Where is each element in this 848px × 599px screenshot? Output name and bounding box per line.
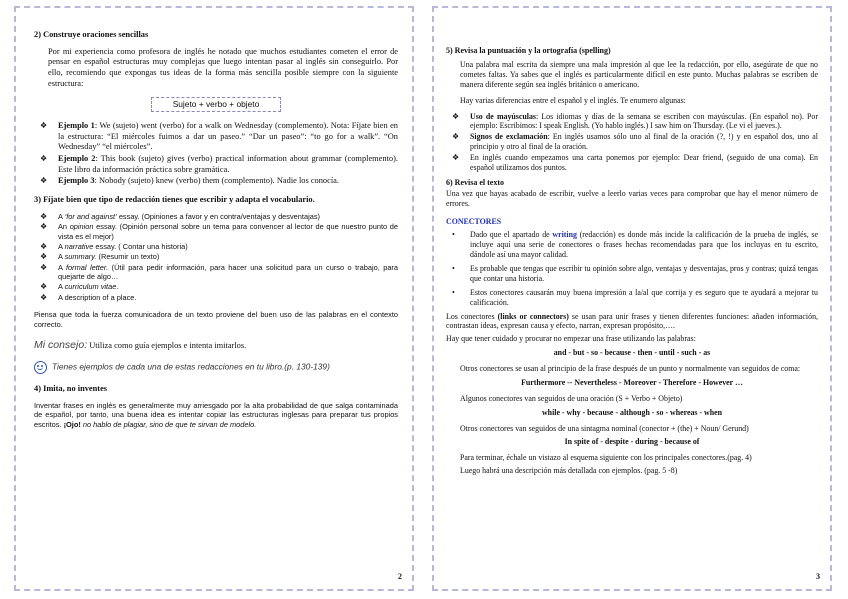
essay-types-list [34, 212, 398, 303]
page-left [14, 6, 414, 591]
diamond-bullet-icon: ❖ [452, 153, 460, 162]
diamond-bullet-icon: ❖ [40, 292, 48, 302]
page-number: 2 [398, 572, 402, 581]
smiley-icon [34, 361, 47, 374]
list-item: ❖ Ejemplo 1: We (sujeto) went (verbo) for a walk on Wednesday (complemento). Nota: Fíjate bien en la estructura: “El miércoles fuimos a dar un paseo.” “Dar un paseo”: “to go for a walk”. “On Wednesday” “el miércoles”. [40, 121, 398, 152]
connectors-para-3: Algunos conectores van seguidos de una oración (S + Verbo + Objeto) [460, 393, 683, 403]
diamond-bullet-icon: ❖ [452, 111, 460, 121]
page-right [432, 6, 832, 591]
consejo-text: Utiliza como guía ejemplos e intenta imitarlos. [87, 341, 247, 351]
list-item: • Estos conectores causarán muy buena impresión a la/al que corrija y es seguro que te ayudará a mejorar tu calificación. [452, 287, 818, 307]
list-item: ❖ A ‘for and against’ essay. (Opiniones a favor y en contra/ventajas y desventajas) [40, 211, 320, 221]
diamond-bullet-icon: ❖ [40, 121, 48, 131]
conectores-title: CONECTORES [446, 216, 502, 226]
diamond-bullet-icon: ❖ [40, 154, 48, 164]
formula-box: Sujeto + verbo + objeto [151, 97, 281, 112]
connectors-caution: Hay que tener cuidado y procurar no empezar una frase utilizando las palabras: [446, 334, 696, 344]
list-item: ❖ En inglés cuando empezamos una carta ponemos por ejemplo: Dear friend, (seguido de una coma). En español utilizamos dos puntos. [452, 153, 818, 172]
connectors-list-1: and - but - so - because - then - until - such - as [553, 348, 711, 358]
section-3-title: 3) Fíjate bien que tipo de redacción tienes que escribir y adapta el vocabulario. [34, 195, 315, 205]
piensa-paragraph: Piensa que toda la fuerza comunicadora de un texto proviene del buen uso de las palabras en el contexto correcto. [34, 310, 398, 329]
section-5-title: 5) Revisa la puntuación y la ortografía (spelling) [446, 46, 611, 55]
connectors-list-2: Furthermore -- Nevertheless - Moreover - Therefore - However … [521, 377, 743, 387]
connectors-para-5: Para terminar, échale un vistazo al esquema siguiente con los principales conectores.(pag. 4) [460, 453, 752, 463]
bullet-icon: • [452, 264, 455, 273]
section-4-paragraph: Inventar frases en inglés es generalmente muy arriesgado por la alta probabilidad de que salga contaminada de español, por tanto, una buena idea es intentar copiar las estructuras inglesas para preparar tus propios escritos. ¡Ojo! no hablo de plagiar, sino de que te sirvan de modelo. [34, 401, 398, 429]
bullet-icon: • [452, 230, 455, 240]
diamond-bullet-icon: ❖ [40, 222, 48, 232]
diamond-bullet-icon: ❖ [40, 176, 48, 186]
list-item: • Dado que el apartado de writing (redacción) es donde más incide la calificación de la prueba de inglés, se incluye aquí una serie de conectores o frases hechas recomendadas para que los incluyas en tu escrito, dándole así una mayor calidad. [452, 230, 818, 260]
list-item: ❖ A description of a place. [40, 292, 137, 302]
diamond-bullet-icon: ❖ [452, 132, 460, 142]
section-5-paragraph: Una palabra mal escrita da siempre una mala impresión al que lee la redacción, por ello, asegúrate de que no cometes faltas. Ya sabes que el inglés es particularmente difícil en este punto. Muchas palabras se escriben de manera diferente según sea inglés británico o americano. [460, 60, 818, 89]
list-item: ❖ Ejemplo 2: This book (sujeto) gives (verbo) practical information about grammar (complemento). Este libro da información práctica sobre gramática. [40, 154, 398, 174]
list-item: ❖ A curriculum vitae. [40, 282, 119, 292]
list-item: ❖ Signos de exclamación: En inglés usamos sólo uno al final de la oración (?, !) y en español dos, uno al principio y otro al final de la oración. [452, 132, 818, 152]
list-item: ❖ Ejemplo 3: Nobody (sujeto) knew (verbo) them (complemento). Nadie los conocía. [40, 176, 339, 186]
connectors-list-3: while - why - because - although - so - whereas - when [541, 407, 723, 417]
list-item: ❖ A narrative essay. ( Contar una historia) [40, 241, 188, 251]
examples-list [34, 121, 398, 187]
connectors-para-4: Otros conectores van seguidos de una sintagma nominal (conector + (the) + Noun/ Gerund) [460, 423, 749, 433]
section-5-intro: Hay varias diferencias entre el español y el inglés. Te enumero algunas: [460, 95, 686, 105]
section-6-paragraph: Una vez que hayas acabado de escribir, vuelve a leerlo varias veces para comprobar que hay el menor número de errores. [446, 188, 818, 208]
consejo-line [34, 339, 398, 352]
bullet-icon: • [452, 287, 455, 297]
list-item: ❖ A summary. (Resumir un texto) [40, 252, 160, 262]
list-item: • Es probable que tengas que escribir tu opinión sobre algo, ventajas y desventajas, pros y contras; quizá tengas que contar una historia. [452, 264, 818, 283]
diamond-bullet-icon: ❖ [40, 282, 48, 292]
list-item: ❖ An opinion essay. (Opinión personal sobre un tema para convencer al lector de que nuestro punto de vista es el mejor) [40, 222, 399, 241]
page-number: 3 [816, 572, 820, 581]
section-6-title: 6) Revisa el texto [446, 177, 504, 187]
section-2-paragraph: Por mi experiencia como profesora de inglés he notado que muchos estudiantes cometen el error de pensar en español estructuras muy complejas que luego intentan pasar al inglés sin conseguirlo. Por ello, recomiendo que expongas tus ideas de la forma más sencilla posible siempre con la siguiente estructura: [48, 46, 398, 88]
diamond-bullet-icon: ❖ [40, 252, 48, 262]
connectors-intro: Los conectores (links or connectors) se usan para unir frases y tienen diferentes funciones: añaden información, contrastan ideas, expresan causa y efecto, narran, expresan propósito,…. [446, 311, 818, 331]
section-4-title: 4) Imita, no inventes [34, 384, 108, 394]
section-2-title: 2) Construye oraciones sencillas [34, 30, 149, 39]
consejo-label: Mi consejo: [34, 339, 88, 352]
connectors-list-4: In spite of - despite - during - because of [564, 437, 700, 447]
connectors-para-6: Luego habrá una descripción más detallada con ejemplos. (pag. 5 -8) [460, 466, 678, 476]
connectors-bullets [446, 230, 818, 307]
diamond-bullet-icon: ❖ [40, 262, 48, 272]
connectors-para-2: Otros conectores se usan al principio de la frase después de un punto y normalmente van seguidos de coma: [460, 364, 801, 373]
differences-list [446, 112, 818, 173]
list-item: ❖ Uso de mayúsculas: Los idiomas y días de la semana se escriben con mayúsculas. (En español no). Por ejemplo: Escribimos: I speak English. (Yo hablo inglés.) I saw him on Thursday. (Le vi el jueves.). [452, 111, 818, 131]
list-item: ❖ A formal letter. (Útil para pedir información, para hacer una solicitud para un curso o trabajo, para quejarte de algo… [40, 262, 398, 282]
diamond-bullet-icon: ❖ [40, 241, 48, 251]
diamond-bullet-icon: ❖ [40, 211, 48, 221]
tip-text: Tienes ejemplos de cada una de estas redacciones en tu libro.(p. 130-139) [52, 361, 330, 372]
tip-line [34, 361, 398, 374]
